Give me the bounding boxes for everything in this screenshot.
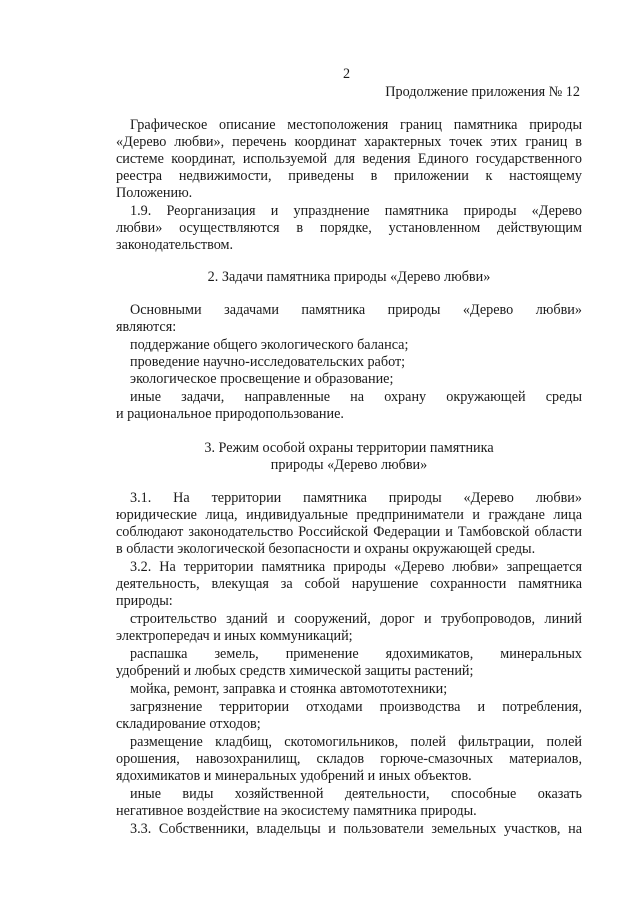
section-3-line: 3.1. На территории памятника природы «Дерево любви» — [130, 490, 582, 506]
page-number: 2 — [343, 66, 351, 82]
clause-1-9-line: 1.9. Реорганизация и упразднение памятника природы «Дерево — [130, 203, 582, 219]
intro-line: Положению. — [116, 185, 193, 201]
section-3-line: 3.2. На территории памятника природы «Дерево любви» запрещается — [130, 559, 582, 575]
clause-1-9-line: законодательством. — [116, 237, 234, 253]
section-3-line: складирование отходов; — [116, 716, 261, 732]
section-2-line: и рациональное природопользование. — [116, 406, 344, 422]
section-3-line: соблюдают законодательство Российской Федерации и Тамбовской области — [116, 524, 582, 540]
appendix-continuation: Продолжение приложения № 12 — [385, 84, 580, 100]
section-3-line: негативное воздействие на экосистему памятника природы. — [116, 803, 477, 819]
section-3-title: природы «Дерево любви» — [270, 457, 428, 473]
section-3-list-item: распашка земель, применение ядохимикатов, минеральных — [130, 646, 582, 662]
section-2-list-item: экологическое просвещение и образование; — [130, 371, 394, 387]
section-3-title: 3. Режим особой охраны территории памятника — [204, 440, 494, 456]
section-3-line: деятельность, влекущая за собой нарушение сохранности памятника — [116, 576, 582, 592]
section-2-list-item: проведение научно-исследовательских работ; — [130, 354, 406, 370]
section-2-title: 2. Задачи памятника природы «Дерево любви» — [207, 269, 491, 285]
intro-line: «Дерево любви», перечень координат характерных точек этих границ в — [116, 134, 582, 150]
section-3-list-item: загрязнение территории отходами производства и потребления, — [130, 699, 582, 715]
section-3-line: в области экологической безопасности и охраны окружающей среды. — [116, 541, 536, 557]
section-3-list-item: строительство зданий и сооружений, дорог и трубопроводов, линий — [130, 611, 582, 627]
section-3-line: юридические лица, индивидуальные предприниматели и граждане лица — [116, 507, 582, 523]
section-3-line: электропередач и иных коммуникаций; — [116, 628, 353, 644]
section-3-line: природы: — [116, 593, 173, 609]
section-2-list-item: поддержание общего экологического баланса; — [130, 337, 409, 353]
intro-line: реестра недвижимости, приведены в приложении к настоящему — [116, 168, 582, 184]
section-3-list-item: мойка, ремонт, заправка и стоянка автомототехники; — [130, 681, 448, 697]
section-2-list-item: иные задачи, направленные на охрану окружающей среды — [130, 389, 582, 405]
intro-line: Графическое описание местоположения границ памятника природы — [130, 117, 582, 133]
section-2-line: являются: — [116, 319, 177, 335]
intro-line: системе координат, используемой для ведения Единого государственного — [116, 151, 582, 167]
clause-1-9-line: любви» осуществляются в порядке, установленном действующим — [116, 220, 582, 236]
section-3-line: ядохимикатов и минеральных удобрений и иных объектов. — [116, 768, 472, 784]
section-3-list-item: размещение кладбищ, скотомогильников, полей фильтрации, полей — [130, 734, 582, 750]
section-3-line: орошения, навозохранилищ, складов горюче-смазочных материалов, — [116, 751, 582, 767]
section-3-line: удобрений и любых средств химической защиты растений; — [116, 663, 474, 679]
section-3-line: 3.3. Собственники, владельцы и пользователи земельных участков, на — [130, 821, 582, 837]
section-3-list-item: иные виды хозяйственной деятельности, способные оказать — [130, 786, 582, 802]
section-2-line: Основными задачами памятника природы «Дерево любви» — [130, 302, 582, 318]
